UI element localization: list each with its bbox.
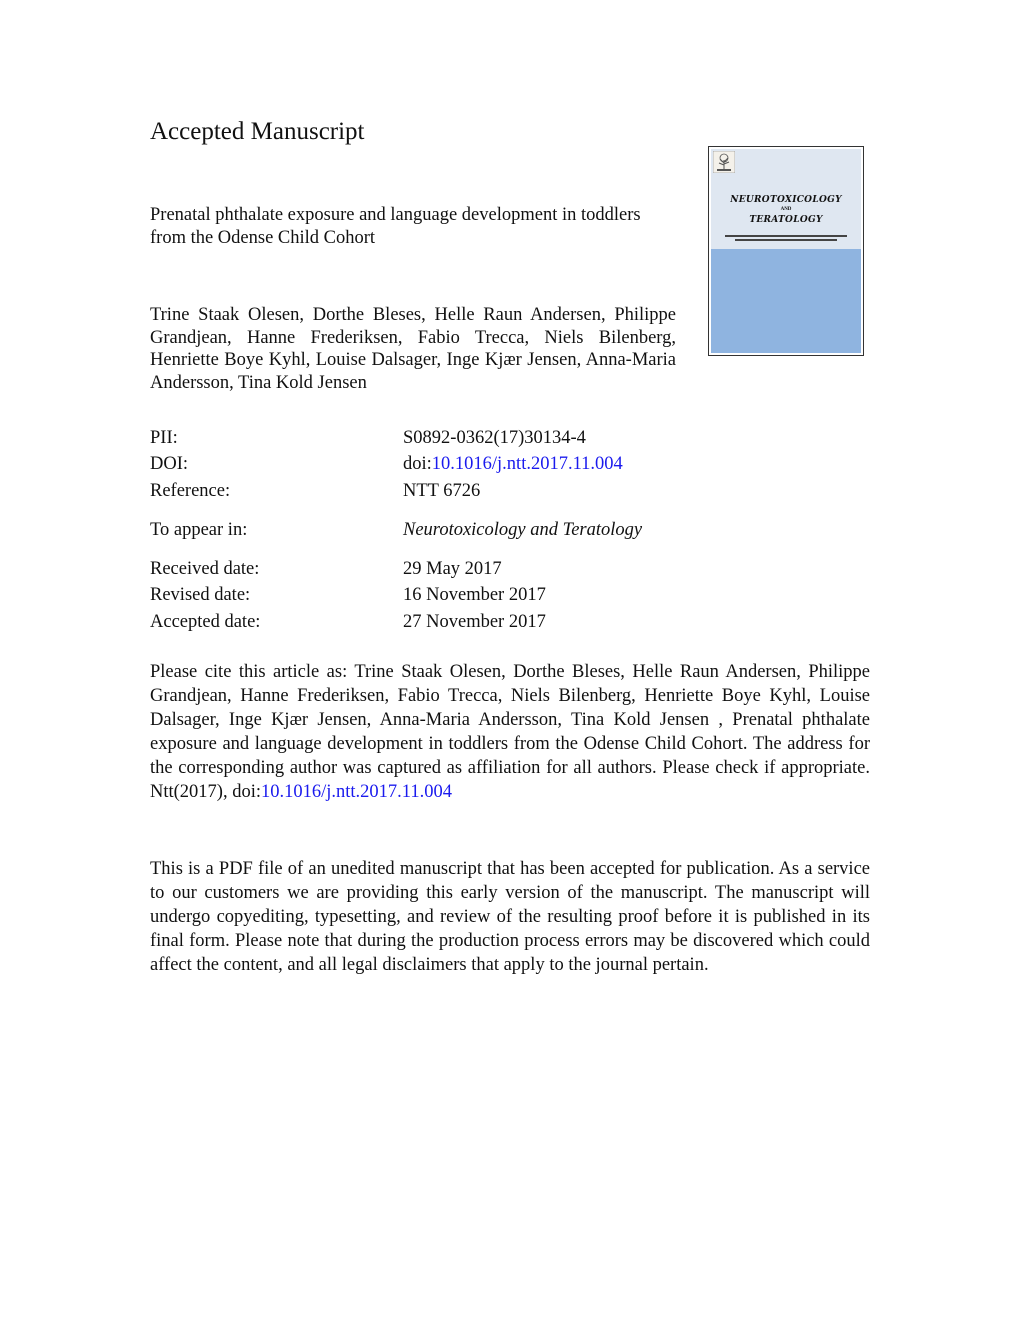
- article-authors: Trine Staak Olesen, Dorthe Bleses, Helle Raun Andersen, Philippe Grandjean, Hanne Frederiksen, Fabio Trecca, Niels Bilenberg, Henriette Boye Kyhl, Louise Dalsager, Inge Kjær Jensen, Anna-Maria Andersson, Tina Kold Jensen: [150, 305, 676, 393]
- doi-label: DOI:: [150, 454, 189, 474]
- cover-journal-line1: NEUROTOXICOLOGY: [730, 195, 842, 205]
- received-label: Received date:: [150, 559, 260, 579]
- journal-cover: [708, 146, 864, 356]
- page-heading: Accepted Manuscript: [150, 118, 365, 145]
- citation-paragraph: [150, 660, 870, 804]
- revised-label: Revised date:: [150, 585, 251, 605]
- cover-journal-and: AND: [780, 207, 792, 212]
- accepted-label: Accepted date:: [150, 612, 261, 632]
- reference-value: NTT 6726: [403, 481, 481, 501]
- appear-value: Neurotoxicology and Teratology: [403, 520, 643, 540]
- pii-value: S0892-0362(17)30134-4: [403, 428, 586, 448]
- elsevier-tree-icon: [713, 151, 735, 173]
- cover-journal-line2: TERATOLOGY: [749, 215, 823, 225]
- doi-prefix: doi:: [403, 454, 432, 474]
- cover-subtitle-lines: [725, 234, 847, 243]
- reference-label: Reference:: [150, 481, 231, 501]
- received-value: 29 May 2017: [403, 559, 502, 579]
- article-title: Prenatal phthalate exposure and language development in toddlers from the Odense Child Cohort: [150, 205, 641, 248]
- revised-value: 16 November 2017: [403, 585, 546, 605]
- doi-value: [403, 453, 623, 475]
- cover-top-panel: [711, 149, 861, 249]
- accepted-value: 27 November 2017: [403, 612, 546, 632]
- appear-label: To appear in:: [150, 520, 248, 540]
- cover-bottom-panel: [711, 249, 861, 353]
- disclaimer-paragraph: This is a PDF file of an unedited manuscript that has been accepted for publication. As a service to our customers we are providing this early version of the manuscript. The manuscript will undergo copyediting, typesetting, and review of the resulting proof before it is published in its final form. Please note that during the production process errors may be discovered which could affect the content, and all legal disclaimers that apply to the journal pertain.: [150, 859, 870, 975]
- doi-link[interactable]: 10.1016/j.ntt.2017.11.004: [431, 454, 623, 474]
- citation-doi-link[interactable]: 10.1016/j.ntt.2017.11.004: [261, 782, 452, 802]
- citation-text: Please cite this article as: Trine Staak Olesen, Dorthe Bleses, Helle Raun Andersen, Philippe Grandjean, Hanne Frederiksen, Fabio Trecca, Niels Bilenberg, Henriette Boye Kyhl, Louise Dalsager, Inge Kjær Jensen, Anna-Maria Andersson, Tina Kold Jensen , Prenatal phthalate exposure and language development in toddlers from the Odense Child Cohort. The address for the corresponding author was captured as affiliation for all authors. Please check if appropriate. Ntt(2017), doi:: [150, 662, 870, 802]
- pii-label: PII:: [150, 428, 178, 448]
